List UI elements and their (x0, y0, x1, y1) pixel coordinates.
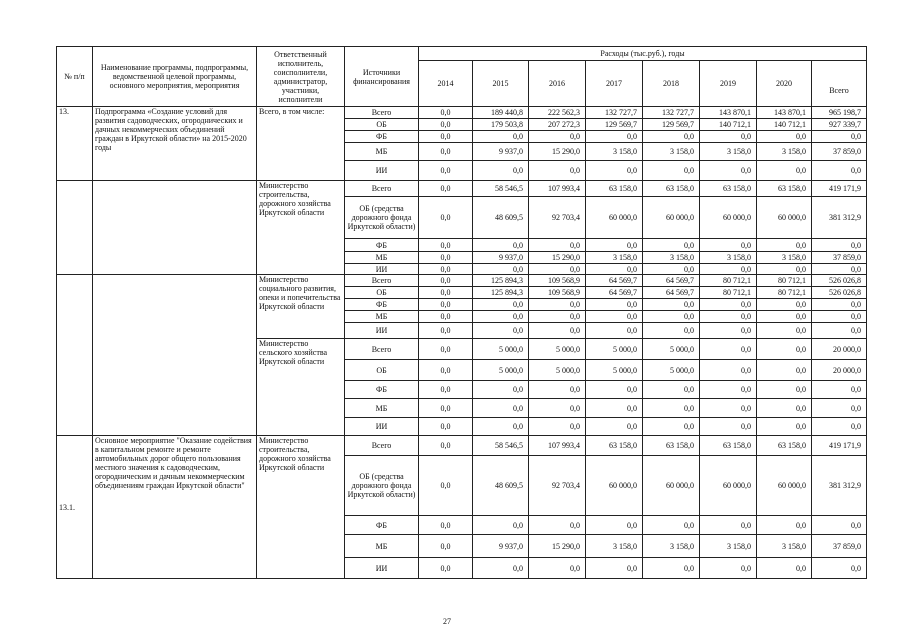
value-cell: 60 000,0 (586, 456, 643, 516)
value-cell: 0,0 (419, 161, 473, 181)
value-cell: 0,0 (419, 311, 473, 323)
value-cell: 63 158,0 (643, 436, 700, 456)
value-cell: 129 569,7 (643, 119, 700, 131)
value-cell: 419 171,9 (812, 181, 867, 197)
value-cell: 0,0 (757, 264, 812, 275)
value-cell: 64 569,7 (586, 287, 643, 299)
value-cell: 0,0 (419, 456, 473, 516)
value-cell: 60 000,0 (643, 456, 700, 516)
value-cell: 0,0 (529, 299, 586, 311)
value-cell: 0,0 (643, 311, 700, 323)
source-cell: Всего (345, 275, 419, 287)
value-cell: 0,0 (529, 418, 586, 436)
value-cell: 3 158,0 (643, 535, 700, 558)
header-year: 2020 (757, 61, 812, 107)
source-cell: ОБ (средства дорожного фонда Иркутской области) (345, 197, 419, 239)
value-cell: 3 158,0 (586, 535, 643, 558)
value-cell: 0,0 (529, 558, 586, 579)
value-cell: 48 609,5 (473, 456, 529, 516)
source-cell: ИИ (345, 558, 419, 579)
value-cell: 0,0 (586, 323, 643, 339)
value-cell: 526 026,8 (812, 287, 867, 299)
value-cell: 0,0 (700, 239, 757, 252)
source-cell: МБ (345, 311, 419, 323)
value-cell: 0,0 (419, 252, 473, 264)
value-cell: 0,0 (700, 264, 757, 275)
value-cell: 9 937,0 (473, 252, 529, 264)
value-cell: 129 569,7 (586, 119, 643, 131)
value-cell: 5 000,0 (643, 339, 700, 360)
value-cell: 0,0 (700, 161, 757, 181)
value-cell: 0,0 (529, 516, 586, 535)
value-cell: 0,0 (529, 131, 586, 143)
source-cell: ОБ (345, 360, 419, 381)
value-cell: 0,0 (419, 381, 473, 399)
value-cell: 0,0 (419, 558, 473, 579)
value-cell: 0,0 (529, 161, 586, 181)
value-cell: 526 026,8 (812, 275, 867, 287)
header-executor: Ответственный исполнитель, соисполнители, администратор, участники, исполнители (257, 47, 345, 107)
value-cell: 0,0 (586, 264, 643, 275)
value-cell: 0,0 (643, 161, 700, 181)
value-cell: 0,0 (473, 558, 529, 579)
value-cell: 0,0 (643, 264, 700, 275)
value-cell: 109 568,9 (529, 287, 586, 299)
value-cell: 80 712,1 (700, 275, 757, 287)
source-cell: ИИ (345, 264, 419, 275)
header-year: 2019 (700, 61, 757, 107)
value-cell: 58 546,5 (473, 436, 529, 456)
empty-cell (93, 275, 257, 436)
value-cell: 0,0 (419, 516, 473, 535)
value-cell: 0,0 (586, 516, 643, 535)
value-cell: 381 312,9 (812, 456, 867, 516)
value-cell: 0,0 (419, 436, 473, 456)
value-cell: 5 000,0 (586, 360, 643, 381)
value-cell: 0,0 (419, 131, 473, 143)
budget-table (56, 46, 867, 579)
value-cell: 60 000,0 (757, 197, 812, 239)
value-cell: 0,0 (757, 239, 812, 252)
value-cell: 0,0 (812, 516, 867, 535)
value-cell: 0,0 (529, 381, 586, 399)
value-cell: 0,0 (812, 131, 867, 143)
value-cell: 0,0 (757, 381, 812, 399)
executor-cell: Министерство строительства, дорожного хозяйства Иркутской области (257, 181, 345, 275)
value-cell: 5 000,0 (529, 339, 586, 360)
value-cell: 63 158,0 (643, 181, 700, 197)
source-cell: МБ (345, 143, 419, 161)
value-cell: 60 000,0 (586, 197, 643, 239)
value-cell: 0,0 (529, 323, 586, 339)
value-cell: 0,0 (419, 239, 473, 252)
value-cell: 0,0 (812, 558, 867, 579)
value-cell: 0,0 (700, 399, 757, 418)
value-cell: 0,0 (419, 299, 473, 311)
value-cell: 0,0 (473, 516, 529, 535)
value-cell: 5 000,0 (586, 339, 643, 360)
value-cell: 0,0 (812, 264, 867, 275)
value-cell: 60 000,0 (757, 456, 812, 516)
header-year: 2014 (419, 61, 473, 107)
value-cell: 63 158,0 (586, 436, 643, 456)
value-cell: 0,0 (757, 323, 812, 339)
value-cell: 60 000,0 (643, 197, 700, 239)
value-cell: 3 158,0 (700, 143, 757, 161)
value-cell: 0,0 (700, 311, 757, 323)
value-cell: 0,0 (700, 339, 757, 360)
executor-cell: Всего, в том числе: (257, 107, 345, 181)
value-cell: 0,0 (586, 161, 643, 181)
value-cell: 132 727,7 (586, 107, 643, 119)
value-cell: 3 158,0 (757, 535, 812, 558)
value-cell: 0,0 (757, 311, 812, 323)
value-cell: 0,0 (473, 131, 529, 143)
source-cell: ФБ (345, 299, 419, 311)
value-cell: 20 000,0 (812, 360, 867, 381)
value-cell: 140 712,1 (700, 119, 757, 131)
value-cell: 0,0 (643, 418, 700, 436)
page-number: 27 (443, 617, 451, 626)
value-cell: 92 703,4 (529, 456, 586, 516)
source-cell: ФБ (345, 516, 419, 535)
value-cell: 125 894,3 (473, 275, 529, 287)
value-cell: 0,0 (586, 131, 643, 143)
value-cell: 0,0 (812, 161, 867, 181)
value-cell: 109 568,9 (529, 275, 586, 287)
value-cell: 0,0 (419, 264, 473, 275)
value-cell: 15 290,0 (529, 252, 586, 264)
value-cell: 0,0 (419, 323, 473, 339)
value-cell: 48 609,5 (473, 197, 529, 239)
value-cell: 0,0 (419, 399, 473, 418)
value-cell: 0,0 (812, 299, 867, 311)
value-cell: 37 859,0 (812, 535, 867, 558)
source-cell: ФБ (345, 131, 419, 143)
value-cell: 0,0 (757, 360, 812, 381)
value-cell: 143 870,1 (700, 107, 757, 119)
value-cell: 80 712,1 (757, 287, 812, 299)
value-cell: 3 158,0 (586, 143, 643, 161)
empty-cell (93, 181, 257, 275)
value-cell: 0,0 (757, 418, 812, 436)
value-cell: 92 703,4 (529, 197, 586, 239)
source-cell: МБ (345, 252, 419, 264)
value-cell: 5 000,0 (643, 360, 700, 381)
value-cell: 0,0 (586, 299, 643, 311)
value-cell: 0,0 (529, 399, 586, 418)
executor-cell: Министерство сельского хозяйства Иркутской области (257, 339, 345, 436)
value-cell: 0,0 (700, 418, 757, 436)
value-cell: 37 859,0 (812, 252, 867, 264)
source-cell: ИИ (345, 323, 419, 339)
value-cell: 3 158,0 (586, 252, 643, 264)
value-cell: 0,0 (812, 239, 867, 252)
value-cell: 0,0 (586, 558, 643, 579)
value-cell: 0,0 (700, 360, 757, 381)
value-cell: 107 993,4 (529, 436, 586, 456)
value-cell: 107 993,4 (529, 181, 586, 197)
value-cell: 0,0 (757, 161, 812, 181)
source-cell: Всего (345, 107, 419, 119)
value-cell: 0,0 (643, 381, 700, 399)
value-cell: 0,0 (812, 399, 867, 418)
value-cell: 5 000,0 (473, 339, 529, 360)
value-cell: 0,0 (529, 311, 586, 323)
value-cell: 0,0 (643, 323, 700, 339)
value-cell: 3 158,0 (700, 535, 757, 558)
value-cell: 0,0 (643, 558, 700, 579)
value-cell: 0,0 (643, 239, 700, 252)
value-cell: 63 158,0 (586, 181, 643, 197)
value-cell: 64 569,7 (586, 275, 643, 287)
source-cell: Всего (345, 181, 419, 197)
header-year: Всего (812, 61, 867, 107)
value-cell: 0,0 (700, 323, 757, 339)
value-cell: 3 158,0 (757, 252, 812, 264)
value-cell: 0,0 (419, 275, 473, 287)
value-cell: 0,0 (586, 239, 643, 252)
header-year: 2018 (643, 61, 700, 107)
value-cell: 63 158,0 (700, 181, 757, 197)
value-cell: 207 272,3 (529, 119, 586, 131)
value-cell: 37 859,0 (812, 143, 867, 161)
table-row (57, 107, 867, 119)
value-cell: 63 158,0 (757, 181, 812, 197)
value-cell: 0,0 (419, 119, 473, 131)
value-cell: 15 290,0 (529, 535, 586, 558)
value-cell: 0,0 (419, 535, 473, 558)
value-cell: 0,0 (643, 299, 700, 311)
value-cell: 0,0 (419, 339, 473, 360)
value-cell: 0,0 (419, 418, 473, 436)
value-cell: 0,0 (757, 299, 812, 311)
value-cell: 0,0 (700, 381, 757, 399)
value-cell: 179 503,8 (473, 119, 529, 131)
value-cell: 0,0 (700, 516, 757, 535)
value-cell: 0,0 (586, 418, 643, 436)
source-cell: ФБ (345, 381, 419, 399)
value-cell: 0,0 (700, 558, 757, 579)
value-cell: 60 000,0 (700, 197, 757, 239)
header-year: 2016 (529, 61, 586, 107)
source-cell: МБ (345, 399, 419, 418)
value-cell: 0,0 (757, 399, 812, 418)
value-cell: 0,0 (700, 131, 757, 143)
section-number: 13. (57, 107, 93, 181)
value-cell: 0,0 (419, 107, 473, 119)
value-cell: 0,0 (419, 143, 473, 161)
value-cell: 419 171,9 (812, 436, 867, 456)
value-cell: 9 937,0 (473, 143, 529, 161)
value-cell: 0,0 (643, 516, 700, 535)
value-cell: 0,0 (473, 311, 529, 323)
source-cell: ОБ (345, 287, 419, 299)
value-cell: 0,0 (757, 516, 812, 535)
table-row (57, 275, 867, 287)
value-cell: 80 712,1 (700, 287, 757, 299)
value-cell: 63 158,0 (757, 436, 812, 456)
value-cell: 0,0 (529, 264, 586, 275)
source-cell: Всего (345, 339, 419, 360)
executor-cell: Министерство социального развития, опеки и попечительства Иркутской области (257, 275, 345, 339)
value-cell: 0,0 (419, 181, 473, 197)
value-cell: 0,0 (473, 264, 529, 275)
value-cell: 927 339,7 (812, 119, 867, 131)
value-cell: 0,0 (757, 339, 812, 360)
value-cell: 0,0 (419, 197, 473, 239)
value-cell: 0,0 (700, 299, 757, 311)
value-cell: 0,0 (812, 323, 867, 339)
value-cell: 0,0 (586, 311, 643, 323)
value-cell: 0,0 (473, 418, 529, 436)
section-name: Основное мероприятие "Оказание содействия в капитальном ремонте и ремонте автомобильных дорог общего пользования местного значения к садоводческим, огородническим и дачным некоммерческим объединениям граждан Иркутской области" (93, 436, 257, 579)
value-cell: 5 000,0 (473, 360, 529, 381)
value-cell: 60 000,0 (700, 456, 757, 516)
value-cell: 381 312,9 (812, 197, 867, 239)
source-cell: ОБ (средства дорожного фонда Иркутской области) (345, 456, 419, 516)
value-cell: 20 000,0 (812, 339, 867, 360)
table-row (57, 436, 867, 456)
source-cell: ИИ (345, 161, 419, 181)
value-cell: 0,0 (419, 287, 473, 299)
source-cell: Всего (345, 436, 419, 456)
header-name: Наименование программы, подпрограммы, ведомственной целевой программы, основного мероприятия, мероприятия (93, 47, 257, 107)
value-cell: 189 440,8 (473, 107, 529, 119)
value-cell: 0,0 (643, 399, 700, 418)
value-cell: 0,0 (812, 381, 867, 399)
value-cell: 132 727,7 (643, 107, 700, 119)
value-cell: 0,0 (473, 161, 529, 181)
header-year: 2015 (473, 61, 529, 107)
value-cell: 64 569,7 (643, 287, 700, 299)
value-cell: 0,0 (419, 360, 473, 381)
value-cell: 0,0 (473, 239, 529, 252)
value-cell: 0,0 (473, 323, 529, 339)
value-cell: 0,0 (757, 558, 812, 579)
value-cell: 125 894,3 (473, 287, 529, 299)
value-cell: 0,0 (529, 239, 586, 252)
table-row (57, 181, 867, 197)
value-cell: 0,0 (757, 131, 812, 143)
source-cell: ИИ (345, 418, 419, 436)
value-cell: 0,0 (812, 311, 867, 323)
value-cell: 5 000,0 (529, 360, 586, 381)
value-cell: 3 158,0 (700, 252, 757, 264)
section-name: Подпрограмма «Создание условий для развития садоводческих, огороднических и дачных некоммерческих объединений граждан в Иркутской области» на 2015-2020 годы (93, 107, 257, 181)
value-cell: 0,0 (643, 131, 700, 143)
section-number: 13.1. (57, 436, 93, 579)
source-cell: ОБ (345, 119, 419, 131)
value-cell: 3 158,0 (757, 143, 812, 161)
value-cell: 63 158,0 (700, 436, 757, 456)
value-cell: 0,0 (473, 299, 529, 311)
empty-cell (57, 275, 93, 436)
value-cell: 0,0 (473, 381, 529, 399)
header-year: 2017 (586, 61, 643, 107)
value-cell: 9 937,0 (473, 535, 529, 558)
value-cell: 0,0 (586, 399, 643, 418)
header-expenses: Расходы (тыс.руб.), годы (419, 47, 867, 61)
value-cell: 80 712,1 (757, 275, 812, 287)
value-cell: 0,0 (473, 399, 529, 418)
value-cell: 3 158,0 (643, 143, 700, 161)
header-source: Источники финансирования (345, 47, 419, 107)
empty-cell (57, 181, 93, 275)
value-cell: 3 158,0 (643, 252, 700, 264)
source-cell: МБ (345, 535, 419, 558)
value-cell: 64 569,7 (643, 275, 700, 287)
source-cell: ФБ (345, 239, 419, 252)
value-cell: 58 546,5 (473, 181, 529, 197)
value-cell: 15 290,0 (529, 143, 586, 161)
value-cell: 0,0 (812, 418, 867, 436)
value-cell: 0,0 (586, 381, 643, 399)
value-cell: 143 870,1 (757, 107, 812, 119)
value-cell: 222 562,3 (529, 107, 586, 119)
executor-cell: Министерство строительства, дорожного хозяйства Иркутской области (257, 436, 345, 579)
header-no: № п/п (57, 47, 93, 107)
value-cell: 965 198,7 (812, 107, 867, 119)
value-cell: 140 712,1 (757, 119, 812, 131)
